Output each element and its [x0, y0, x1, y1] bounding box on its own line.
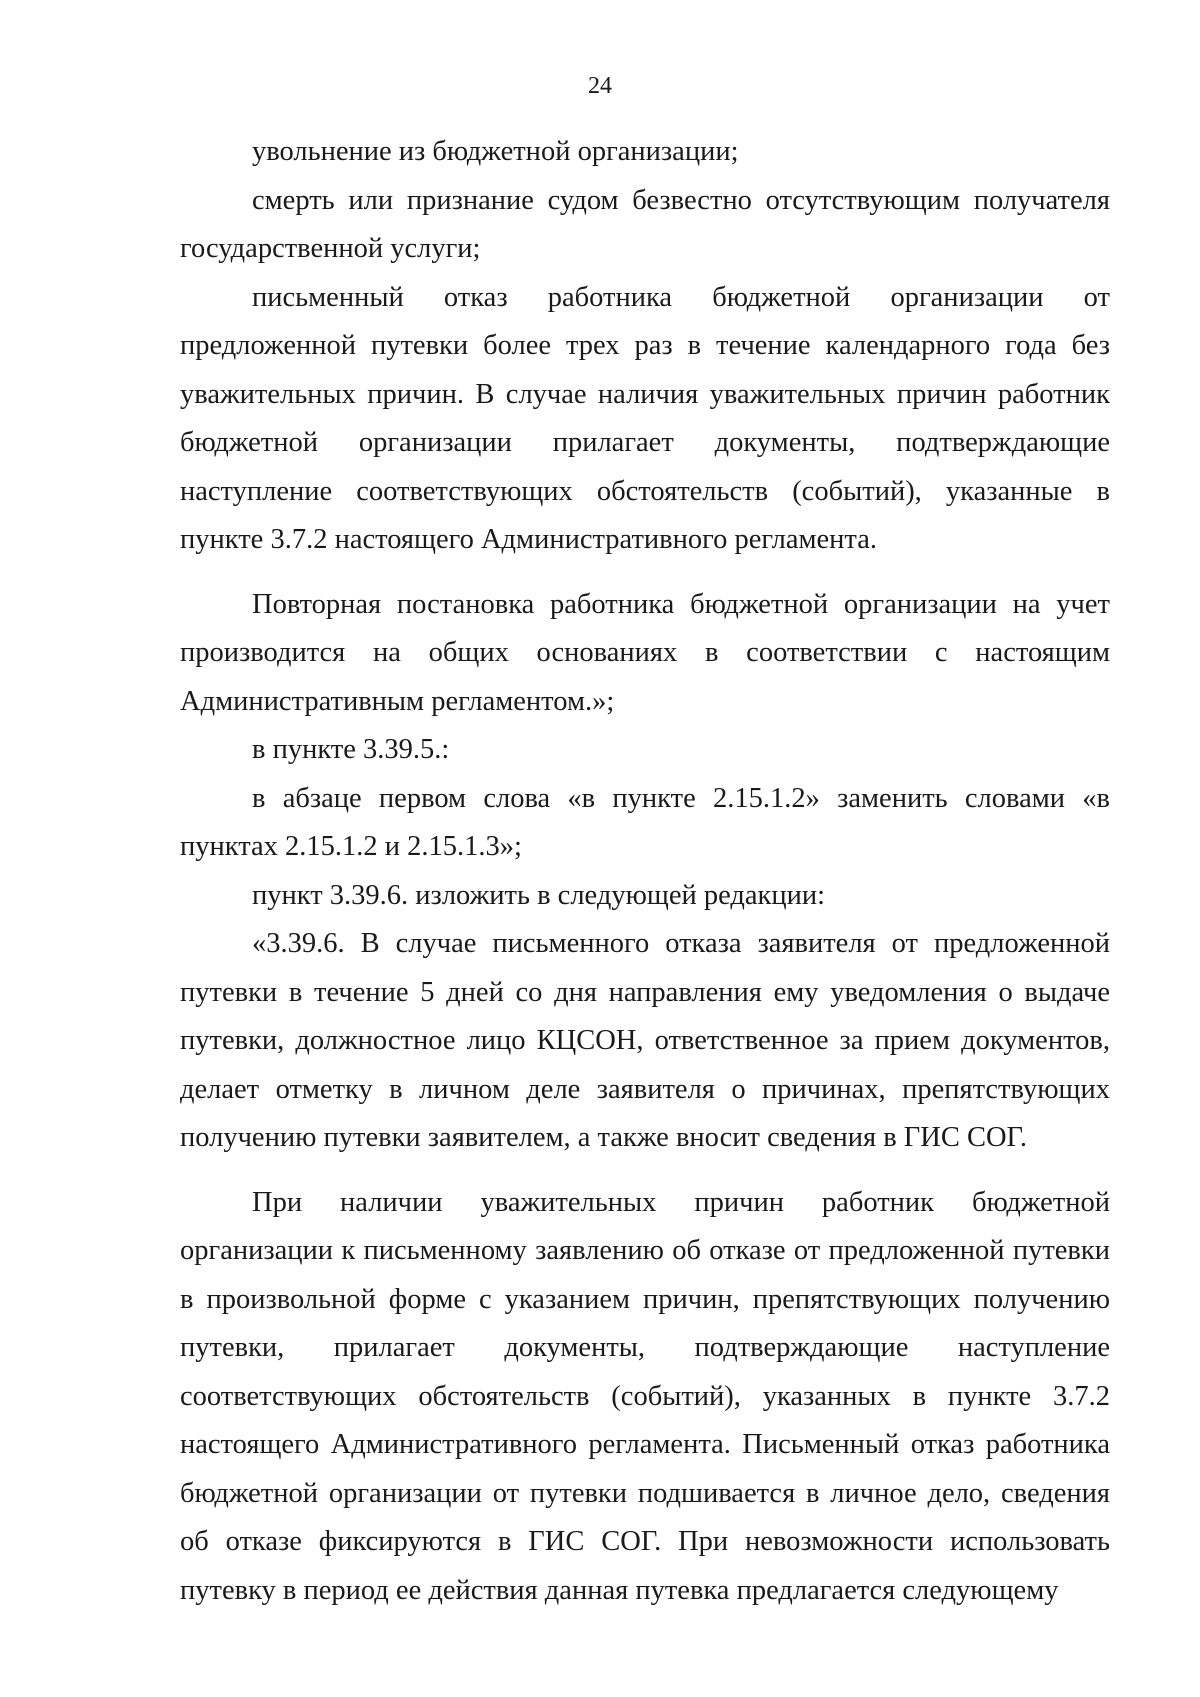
paragraph-written-refusal: письменный отказ работника бюджетной организации от предложенной путевки более трех раз в течение календарного года без уважительных причин. В случае наличия уважительных причин работник бюджетной организации прилагает документы, подтверждающие наступление соответствующих обстоятельств (событий), указанные в пункте 3.7.2 настоящего Административного регламента. [180, 281, 1110, 555]
paragraph-first-paragraph-amendment: в абзаце первом слова «в пункте 2.15.1.2» заменить словами «в пунктах 2.15.1.2 и 2.15.1.3»; [180, 782, 1110, 862]
document-body [180, 128, 1110, 1615]
paragraph-re-registration: Повторная постановка работника бюджетной организации на учет производится на общих основаниях в соответствии с настоящим Административным регламентом.»; [180, 588, 1110, 717]
paragraph-clause-3-39-5: в пункте 3.39.5.: [252, 734, 450, 765]
paragraph-clause-3-39-6: пункт 3.39.6. изложить в следующей редакции: [252, 879, 826, 911]
paragraph-valid-reasons: При наличии уважительных причин работник бюджетной организации к письменному заявлению об отказе от предложенной путевки в произвольной форме с указанием причин, препятствующих получению путевки, прилагает документы, подтверждающие наступление соответствующих обстоятельств (событий), указанных в пункте 3.7.2 настоящего Административного регламента. Письменный отказ работника бюджетной организации от путевки подшивается в личное дело, сведения об отказе фиксируются в ГИС СОГ. При невозможности использовать путевку в период ее действия данная путевка предлагается следующему [180, 1186, 1110, 1606]
paragraph-new-3-39-6: «3.39.6. В случае письменного отказа заявителя от предложенной путевки в течение 5 дней со дня направления ему уведомления о выдаче путевки, должностное лицо КЦСОН, ответственное за прием документов, делает отметку в личном деле заявителя о причинах, препятствующих получению путевки заявителем, а также вносит сведения в ГИС СОГ. [180, 928, 1110, 1153]
paragraph-dismissal: увольнение из бюджетной организации; [252, 136, 739, 167]
page-number: 24 [588, 73, 612, 99]
paragraph-death: смерть или признание судом безвестно отсутствующим получателя государственной услуги; [180, 184, 1110, 264]
